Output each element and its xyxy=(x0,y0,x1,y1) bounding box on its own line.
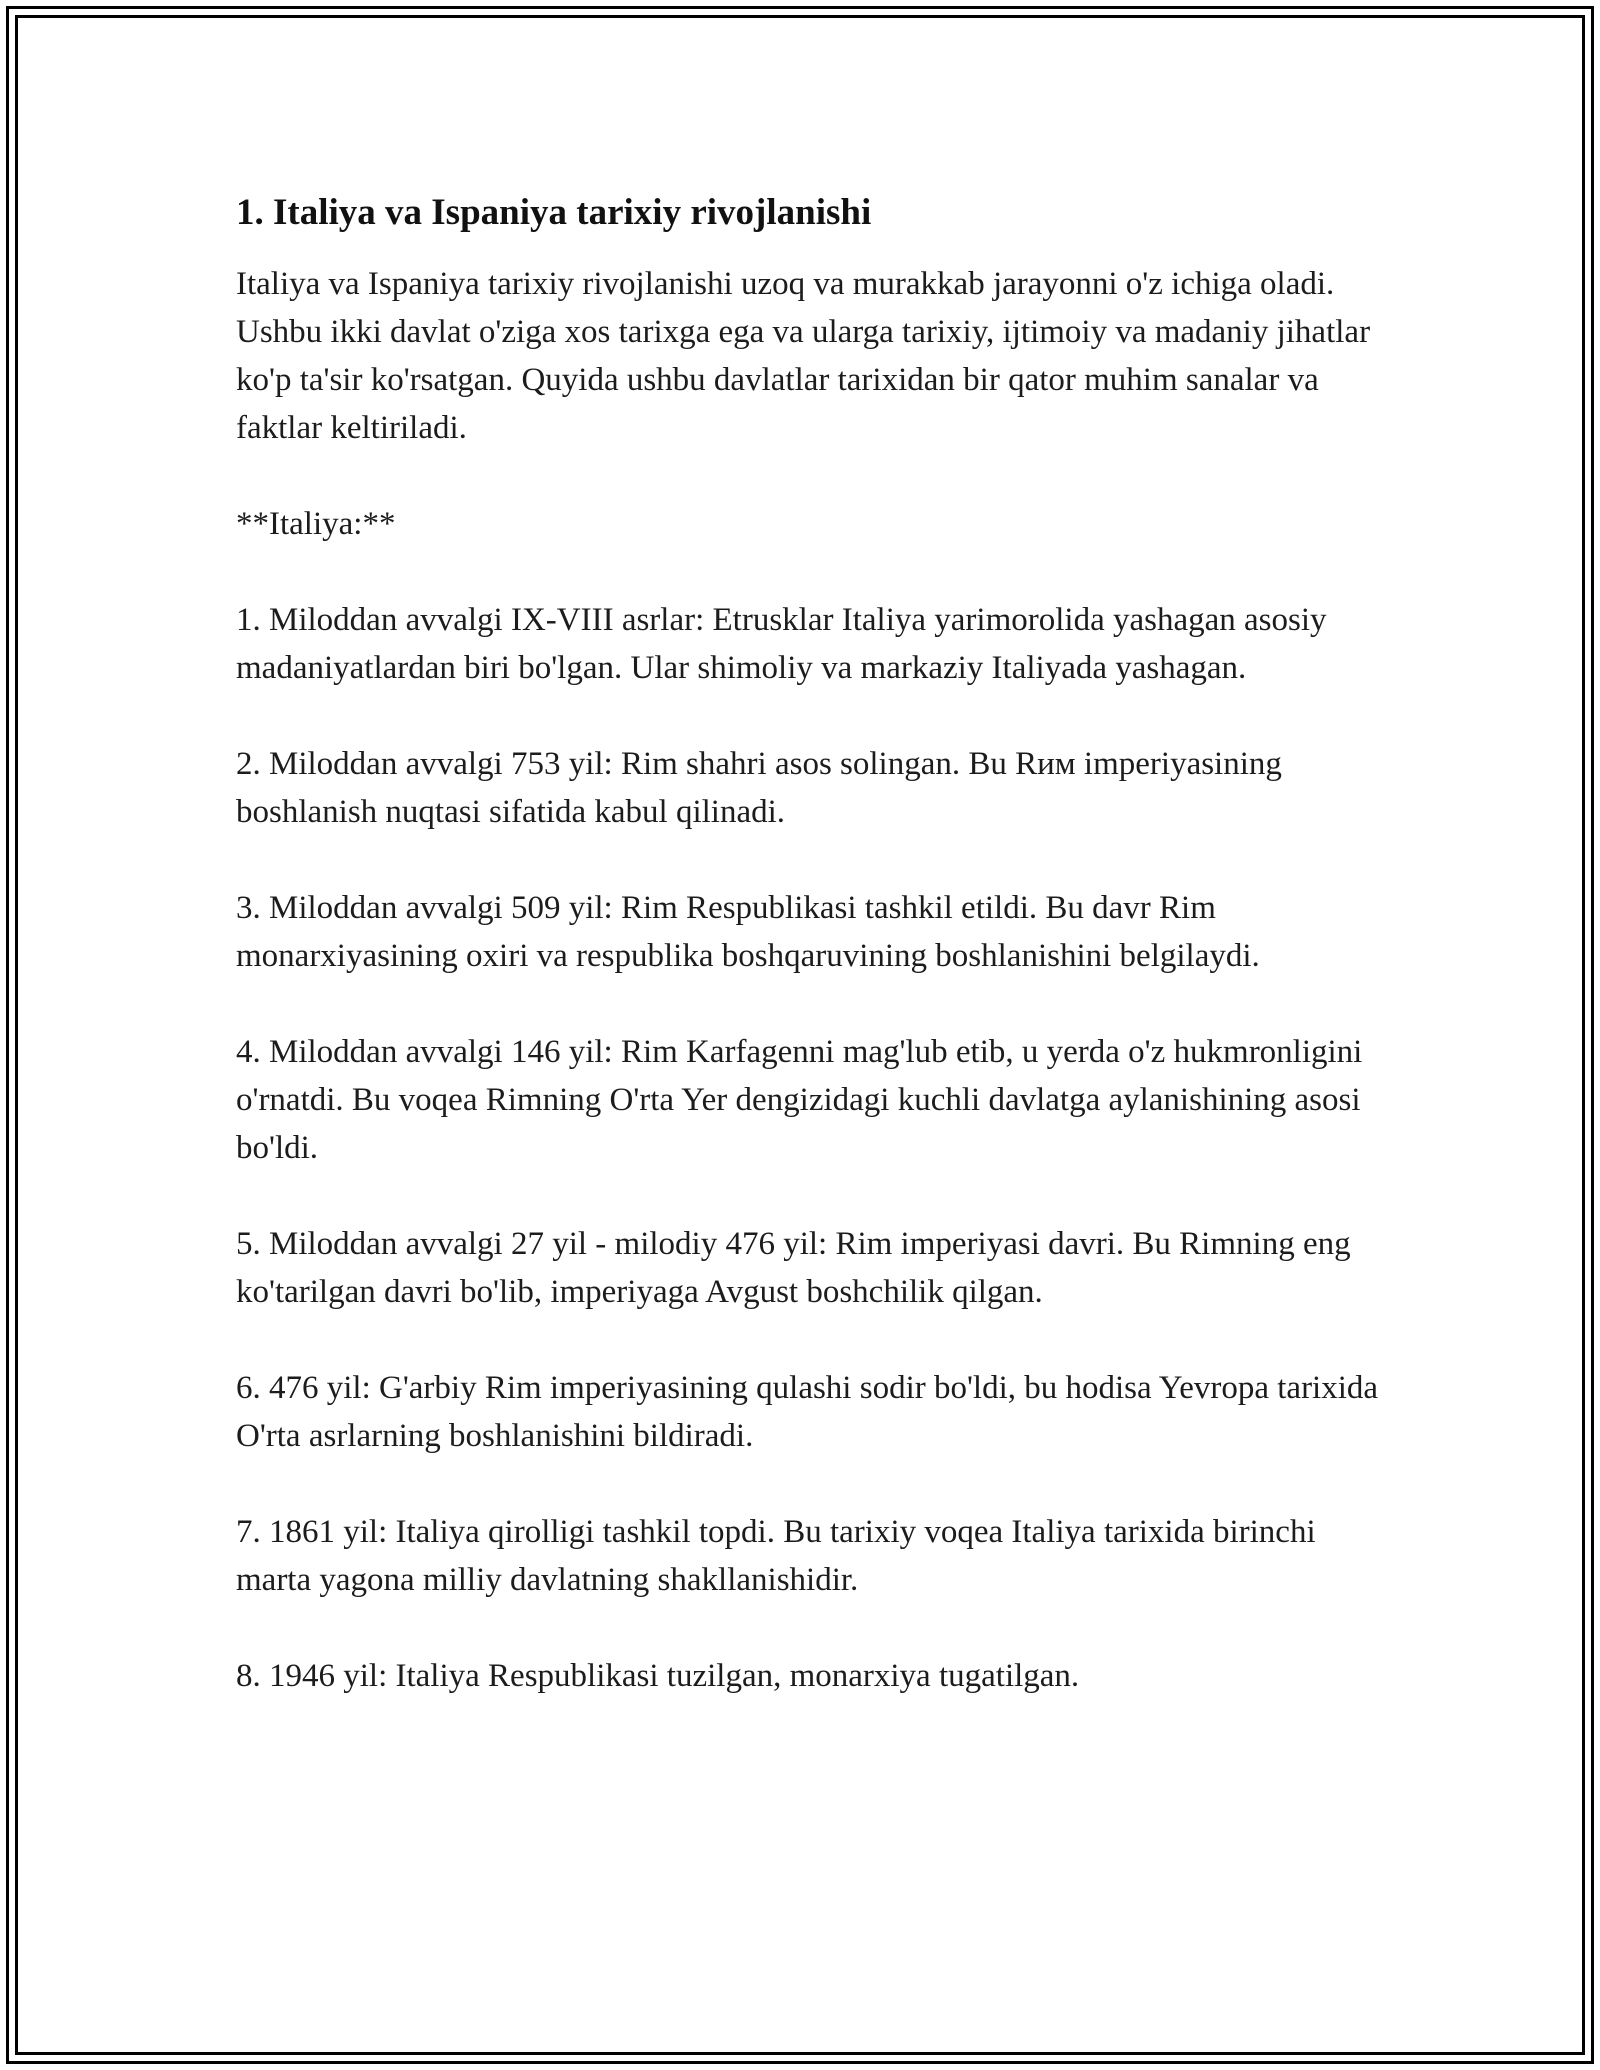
section-heading: 1. Italiya va Ispaniya tarixiy rivojlanishi xyxy=(236,192,872,233)
section-label-italiya: **Italiya:** xyxy=(236,506,396,542)
intro-paragraph: Italiya va Ispaniya tarixiy rivojlanishi uzoq va murakkab jarayonni o'z ichiga oladi. Ushbu ikki davlat o'ziga xos tarixga ega va ularga tarixiy, ijtimoiy va madaniy jihatlar ko'p ta'sir ko'rsatgan. Quyida ushbu davlatlar tarixidan bir qator muhim sanalar va faktlar keltiriladi. xyxy=(236,266,1371,446)
document-body xyxy=(236,188,1396,1748)
list-item: 4. Miloddan avvalgi 146 yil: Rim Karfagenni mag'lub etib, u yerda o'z hukmronligini o'rnatdi. Bu voqea Rimning O'rta Yer dengizidagi kuchli davlatga aylanishining asosi bo'ldi. xyxy=(236,1034,1363,1166)
list-item: 1. Miloddan avvalgi IX-VIII asrlar: Etrusklar Italiya yarimorolida yashagan asosiy madaniyatlardan biri bo'lgan. Ular shimoliy va markaziy Italiyada yashagan. xyxy=(236,602,1327,686)
list-item: 6. 476 yil: G'arbiy Rim imperiyasining qulashi sodir bo'ldi, bu hodisa Yevropa tarixida O'rta asrlarning boshlanishini bildiradi. xyxy=(236,1370,1379,1454)
list-item: 7. 1861 yil: Italiya qirolligi tashkil topdi. Bu tarixiy voqea Italiya tarixida birinchi marta yagona milliy davlatning shakllanishidir. xyxy=(236,1514,1316,1598)
list-item: 5. Miloddan avvalgi 27 yil - milodiy 476 yil: Rim imperiyasi davri. Bu Rimning eng ko'tarilgan davri bo'lib, imperiyaga Avgust boshchilik qilgan. xyxy=(236,1226,1351,1310)
list-item: 3. Miloddan avvalgi 509 yil: Rim Respublikasi tashkil etildi. Bu davr Rim monarxiyasining oxiri va respublika boshqaruvining boshlanishini belgilaydi. xyxy=(236,890,1260,974)
list-item: 2. Miloddan avvalgi 753 yil: Rim shahri asos solingan. Bu Rим imperiyasining boshlanish nuqtasi sifatida kabul qilinadi. xyxy=(236,746,1282,830)
list-item: 8. 1946 yil: Italiya Respublikasi tuzilgan, monarxiya tugatilgan. xyxy=(236,1658,1080,1694)
